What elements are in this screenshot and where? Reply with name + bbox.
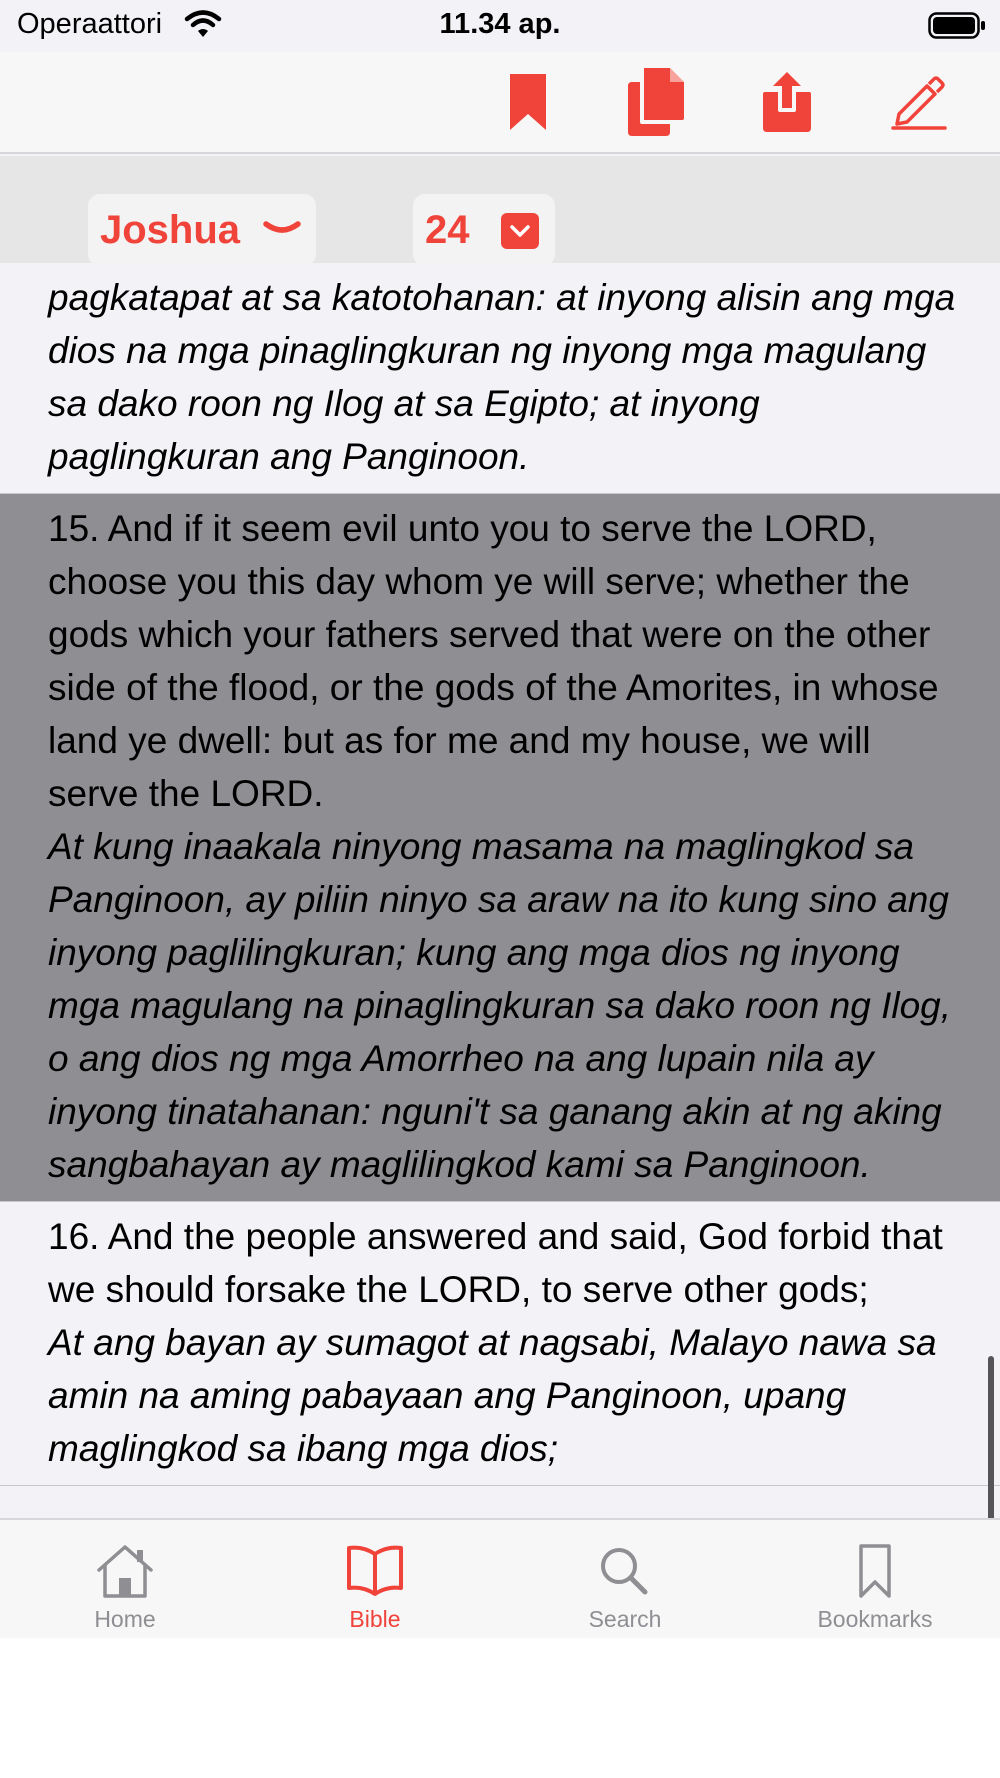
status-time: 11.34 ap. xyxy=(439,8,561,40)
verse-list[interactable] xyxy=(0,277,1000,1519)
chapter-picker[interactable] xyxy=(413,194,555,266)
share-button[interactable] xyxy=(751,66,823,138)
carrier-label: Operaattori xyxy=(17,8,163,40)
tab-label: Search xyxy=(588,1606,662,1632)
chapter-number: 24 xyxy=(425,207,470,252)
dropdown-toggle xyxy=(501,213,539,249)
book-name: Joshua xyxy=(100,207,241,252)
verse-text: 15. And if it seem evil unto you to serve the LORD, choose you this day whom ye will serve; whether the gods which your fathers served that were on the other side of the flood, or the gods of the Amorites, in whose land ye dwell: but as for me and my house, we will serve the LORD. xyxy=(48,508,939,814)
book-picker[interactable] xyxy=(88,194,316,266)
tab-label: Home xyxy=(94,1606,156,1632)
share-icon xyxy=(763,72,811,132)
bookmark-icon xyxy=(510,74,546,130)
book-icon xyxy=(345,1544,405,1598)
verse-row-selected[interactable] xyxy=(0,494,1000,1202)
bookmark-button[interactable] xyxy=(492,66,564,138)
chevron-down-icon xyxy=(262,216,302,242)
copy-button[interactable] xyxy=(620,66,692,138)
edit-button[interactable] xyxy=(883,66,955,138)
tab-label: Bookmarks xyxy=(817,1606,933,1632)
copy-icon xyxy=(628,68,684,136)
verse-translation: pagkatapat at sa katotohanan: at inyong alisin ang mga dios na mga pinaglingkuran ng inyong mga magulang sa dako roon ng Ilog at sa Egipto; at inyong paglingkuran ang Panginoon. xyxy=(48,277,956,477)
verse-translation: At kung inaakala ninyong masama na maglingkod sa Panginoon, ay piliin ninyo sa araw na ito kung sino ang inyong paglilingkuran; kung ang mga dios ng inyong mga magulang na pinaglingkuran sa dako roon ng Ilog, o ang dios ng mga Amorrheo na ang lupain nila ay inyong tinatahanan: nguni't sa ganang akin at ng aking sangbahayan ay maglilingkod kami sa Panginoon. xyxy=(48,826,952,1185)
tab-bookmarks[interactable] xyxy=(750,1520,1000,1640)
tab-bar xyxy=(0,1518,1000,1638)
search-icon xyxy=(595,1544,655,1598)
bookmark-icon xyxy=(845,1544,905,1598)
home-icon xyxy=(95,1544,155,1598)
tab-bible[interactable] xyxy=(250,1520,500,1640)
edit-icon xyxy=(891,74,947,130)
tab-search[interactable] xyxy=(500,1520,750,1640)
battery-icon xyxy=(928,12,986,39)
tab-home[interactable] xyxy=(0,1520,250,1640)
verse-scroll-content xyxy=(0,263,1000,1486)
verse-row[interactable] xyxy=(0,263,1000,494)
status-bar xyxy=(0,0,1000,52)
verse-text: 16. And the people answered and said, God forbid that we should forsake the LORD, to serve other gods; xyxy=(48,1216,943,1310)
verse-translation: At ang bayan ay sumagot at nagsabi, Malayo nawa sa amin na aming pabayaan ang Panginoon, upang maglingkod sa ibang mga dios; xyxy=(48,1322,937,1469)
top-toolbar xyxy=(0,52,1000,154)
tab-label: Bible xyxy=(349,1606,401,1632)
verse-row[interactable] xyxy=(0,1202,1000,1486)
chevron-down-icon xyxy=(509,224,531,238)
